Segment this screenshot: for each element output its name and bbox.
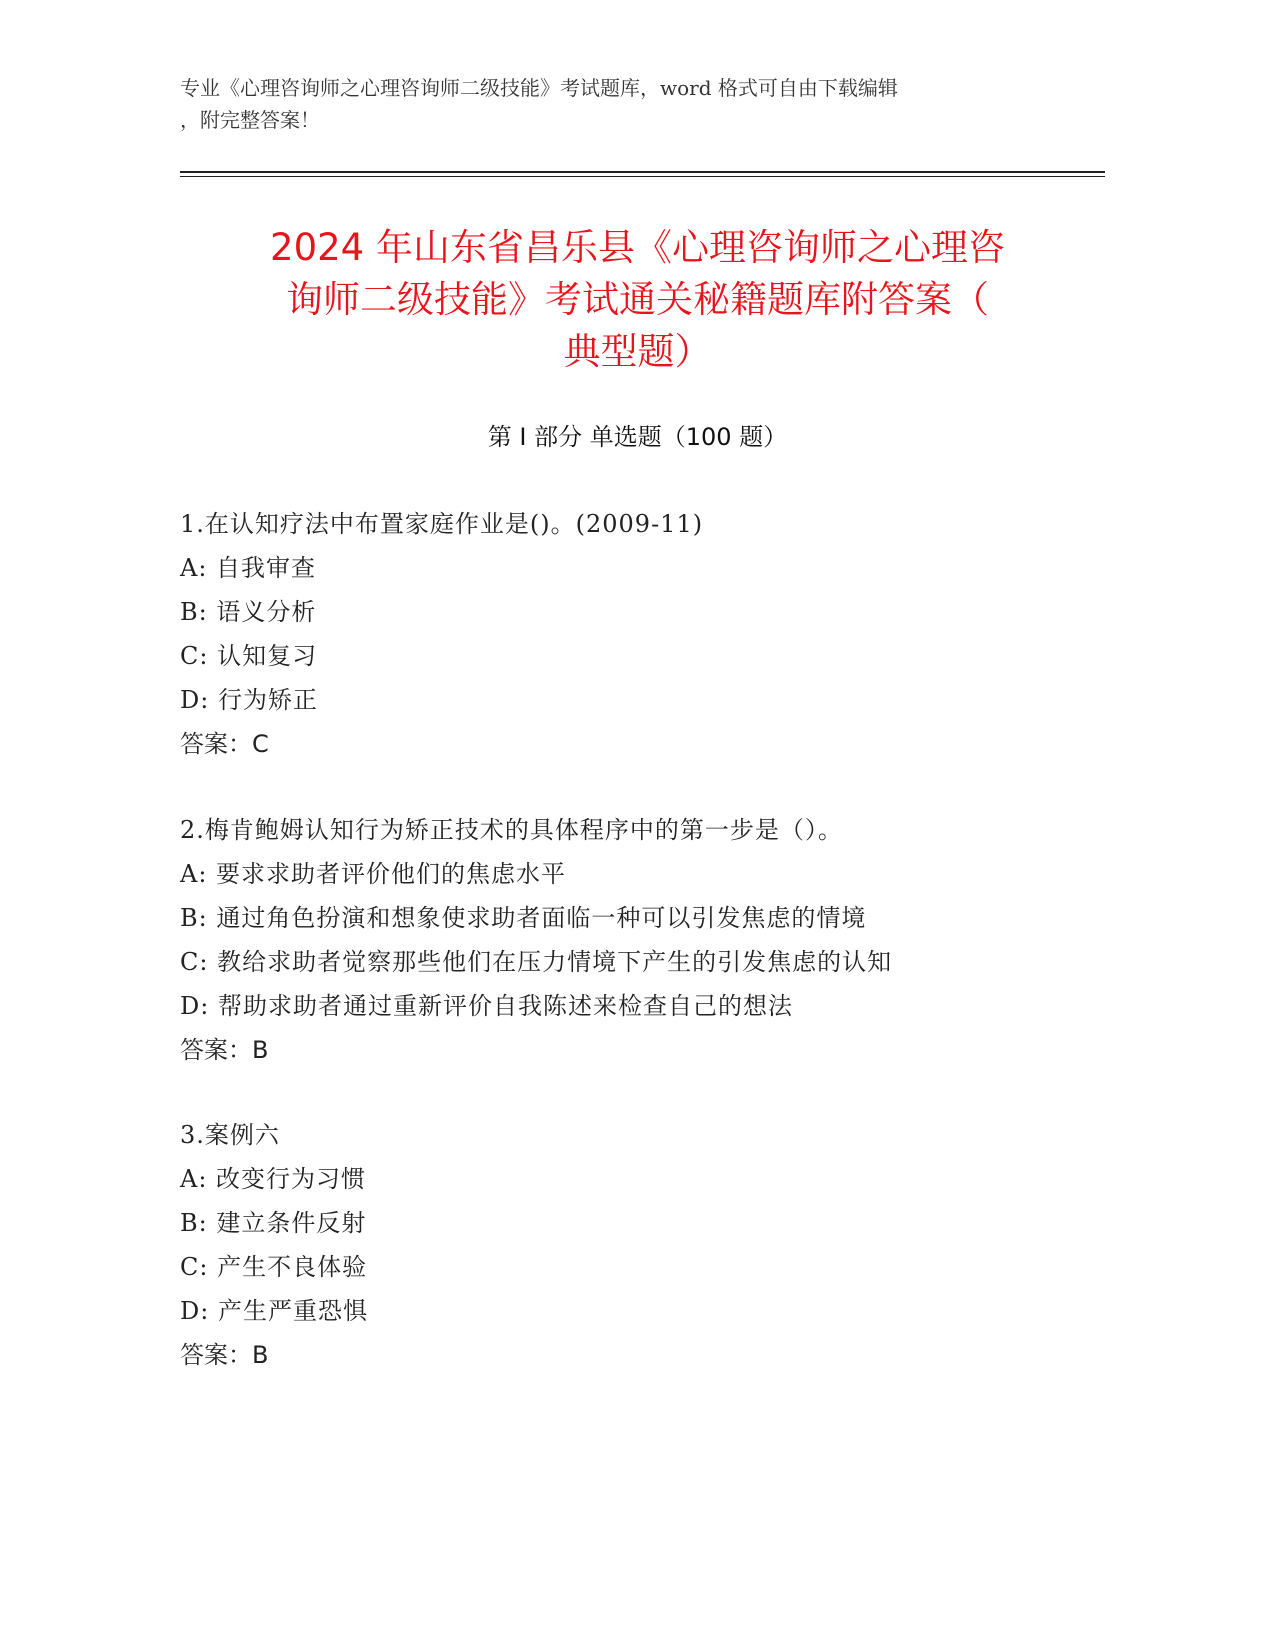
answer: 答案：B (180, 1036, 269, 1064)
question-stem: 3.案例六 (180, 1121, 280, 1149)
header-note (180, 72, 1040, 136)
option-a: A: 要求求助者评价他们的焦虑水平 (180, 860, 567, 888)
answer: 答案：B (180, 1341, 269, 1369)
document-title-line-1: 2024 年山东省昌乐县《心理咨询师之心理咨 (270, 226, 1005, 269)
question-2 (180, 808, 1080, 1072)
document-title (150, 222, 1125, 378)
option-b: B: 语义分析 (180, 598, 317, 626)
question-1 (180, 502, 1080, 766)
section-heading: 第 I 部分 单选题（100 题） (487, 423, 788, 451)
option-c: C: 教给求助者觉察那些他们在压力情境下产生的引发焦虑的认知 (180, 948, 893, 976)
question-stem: 2.梅肯鲍姆认知行为矫正技术的具体程序中的第一步是（）。 (180, 816, 843, 844)
header-note-line-2: ，附完整答案！ (180, 108, 320, 132)
option-d: D: 行为矫正 (180, 686, 318, 714)
question-stem: 1.在认知疗法中布置家庭作业是()。(2009-11) (180, 510, 704, 538)
answer: 答案：C (180, 730, 269, 758)
option-a: A: 改变行为习惯 (180, 1165, 367, 1193)
option-d: D: 产生严重恐惧 (180, 1297, 368, 1325)
question-3 (180, 1113, 1080, 1377)
option-c: C: 认知复习 (180, 642, 318, 670)
document-title-line-3: 典型题） (563, 330, 712, 373)
header-divider-thin (180, 176, 1105, 177)
document-title-line-2: 询师二级技能》考试通关秘籍题库附答案（ (286, 278, 989, 321)
option-a: A: 自我审查 (180, 554, 317, 582)
option-b: B: 建立条件反射 (180, 1209, 367, 1237)
option-c: C: 产生不良体验 (180, 1253, 368, 1281)
option-d: D: 帮助求助者通过重新评价自我陈述来检查自己的想法 (180, 992, 793, 1020)
header-note-line-1: 专业《心理咨询师之心理咨询师二级技能》考试题库，word 格式可自由下载编辑 (180, 76, 898, 100)
option-b: B: 通过角色扮演和想象使求助者面临一种可以引发焦虑的情境 (180, 904, 867, 932)
header-divider-thick (180, 171, 1105, 173)
